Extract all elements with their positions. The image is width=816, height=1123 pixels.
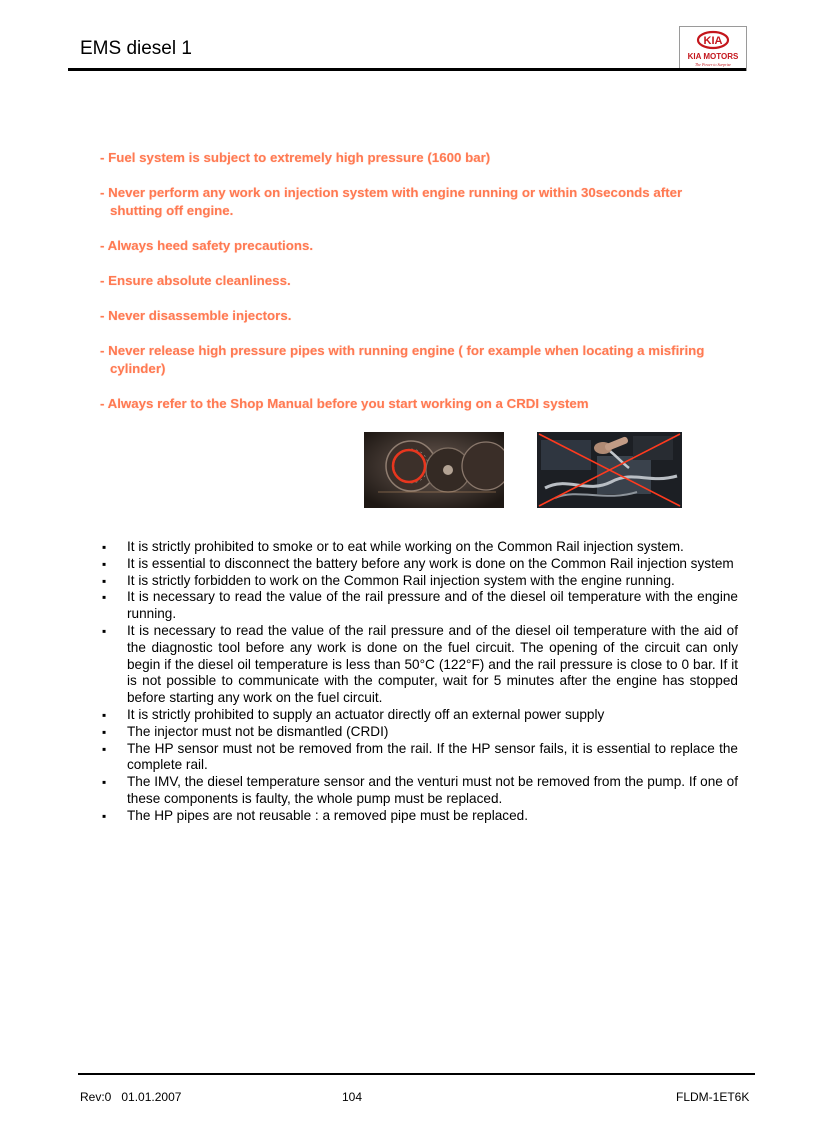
list-item — [100, 623, 738, 707]
warning-item: - Never release high pressure pipes with running engine ( for example when locating a misfiring cylinder) — [100, 343, 705, 376]
list-item — [100, 774, 738, 808]
document-code: FLDM-1ET6K — [676, 1090, 750, 1104]
warning-item: - Never disassemble injectors. — [100, 308, 292, 323]
warning-item: - Always heed safety precautions. — [100, 238, 314, 253]
kia-logo — [679, 26, 747, 71]
list-item — [100, 556, 738, 573]
bullet-icon: ▪ — [102, 741, 107, 756]
list-item — [100, 707, 738, 724]
warning-item: - Fuel system is subject to extremely high pressure (1600 bar) — [100, 150, 491, 165]
bullet-icon: ▪ — [102, 573, 107, 588]
warning-item: - Always refer to the Shop Manual before you start working on a CRDI system — [100, 396, 589, 411]
safety-warnings — [100, 149, 720, 430]
svg-text:KIA: KIA — [703, 35, 723, 47]
footer-revision — [80, 1090, 181, 1104]
bullet-icon: ▪ — [102, 556, 107, 571]
rule-text: It is strictly prohibited to smoke or to eat while working on the Common Rail injection system. — [127, 539, 684, 554]
header-divider — [68, 68, 746, 71]
rule-text: It is strictly forbidden to work on the Common Rail injection system with the engine running. — [127, 572, 675, 588]
bullet-icon: ▪ — [102, 590, 107, 605]
page-number: 104 — [342, 1090, 363, 1104]
rule-text: It is necessary to read the value of the rail pressure and of the diesel oil temperature with the aid of the diagnostic tool before any work is done on the fuel circuit. The opening of the circuit can only begin if the diesel oil temperature is less than 50°C (122°F) and the rail pressure is close to 0 bar. If it is not possible to communicate with the computer, wait for 5 minutes after the engine has stopped before starting any work on the fuel circuit. — [127, 622, 738, 706]
bullet-icon: ▪ — [102, 724, 107, 739]
rule-text: The injector must not be dismantled (CRDI) — [127, 723, 389, 739]
document-title: EMS diesel 1 — [80, 38, 192, 59]
bullet-icon: ▪ — [102, 707, 107, 722]
warning-item: - Ensure absolute cleanliness. — [100, 273, 291, 288]
svg-text:The Power to Surprise: The Power to Surprise — [694, 62, 732, 67]
list-item — [100, 808, 738, 825]
bullet-icon: ▪ — [102, 540, 107, 554]
rule-text: It is essential to disconnect the battery before any work is done on the Common Rail injection system — [127, 555, 734, 571]
bullet-icon: ▪ — [102, 623, 107, 638]
svg-text:KIA MOTORS: KIA MOTORS — [687, 52, 739, 61]
safety-rules-list — [100, 539, 738, 825]
list-item — [100, 741, 738, 775]
list-item — [100, 539, 738, 556]
footer-divider — [78, 1073, 755, 1075]
bullet-icon: ▪ — [102, 775, 107, 790]
rule-text: It is strictly prohibited to supply an actuator directly off an external power supply — [127, 706, 605, 722]
instrument-cluster-photo — [364, 432, 504, 508]
rule-text: The IMV, the diesel temperature sensor and the venturi must not be removed from the pump. If one of these components is faulty, the whole pump must be replaced. — [127, 774, 738, 806]
revision-label: Rev:0 — [80, 1090, 112, 1104]
engine-pipes-crossed-photo — [537, 432, 682, 508]
rule-text: The HP pipes are not reusable : a removed pipe must be replaced. — [127, 807, 528, 823]
rule-text: It is necessary to read the value of the rail pressure and of the diesel oil temperature with the engine running. — [127, 589, 738, 622]
list-item — [100, 724, 738, 741]
rule-text: The HP sensor must not be removed from the rail. If the HP sensor fails, it is essential to replace the complete rail. — [127, 740, 738, 773]
list-item — [100, 573, 738, 590]
revision-date: 01.01.2007 — [121, 1090, 182, 1104]
bullet-icon: ▪ — [102, 808, 107, 823]
list-item — [100, 589, 738, 623]
warning-item: - Never perform any work on injection system with engine running or within 30seconds after shutting off engine. — [100, 185, 683, 218]
